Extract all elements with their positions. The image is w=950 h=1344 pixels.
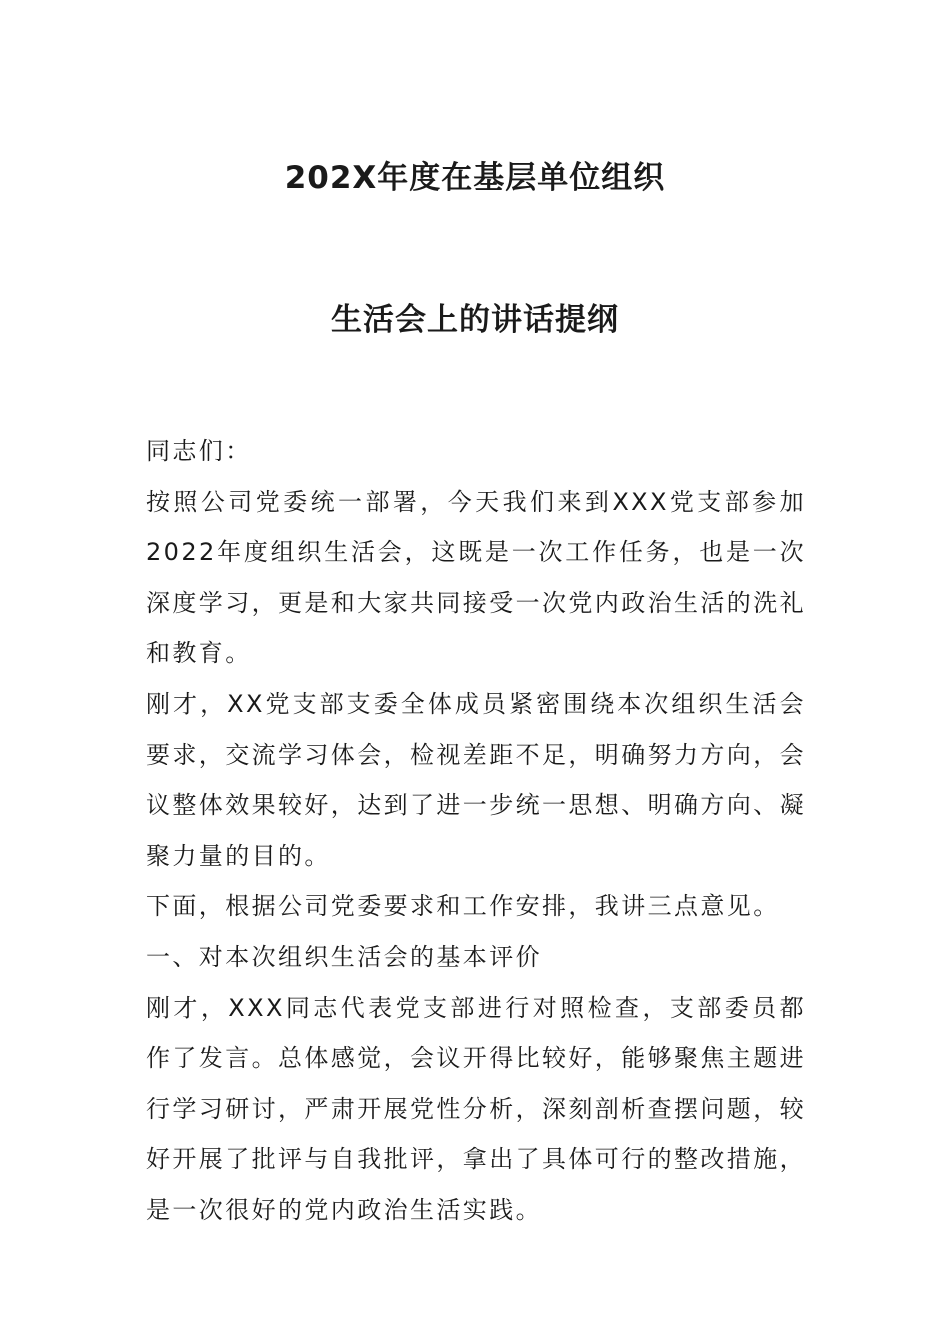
section-heading-1: 一、对本次组织生活会的基本评价 <box>146 942 542 971</box>
document-title-line-1: 202X年度在基层单位组织 <box>284 160 666 196</box>
document-body <box>146 426 806 1236</box>
paragraph-evaluation: 刚才，XXX同志代表党支部进行对照检查，支部委员都作了发言。总体感觉，会议开得比较好，能够聚焦主题进行学习研讨，严肃开展党性分析，深刻剖析查摆问题，较好开展了批评与自我批评，拿出了具体可行的整改措施，是一次很好的党内政治生活实践。 <box>146 993 806 1224</box>
paragraph-transition: 下面，根据公司党委要求和工作安排，我讲三点意见。 <box>146 892 780 921</box>
document-title-line-2: 生活会上的讲话提纲 <box>331 302 619 338</box>
salutation: 同志们： <box>146 437 252 465</box>
paragraph-intro: 按照公司党委统一部署，今天我们来到XXX党支部参加2022年度组织生活会，这既是一次工作任务，也是一次深度学习，更是和大家共同接受一次党内政治生活的洗礼和教育。 <box>146 487 806 668</box>
paragraph-summary: 刚才，XX党支部支委全体成员紧密围绕本次组织生活会要求，交流学习体会，检视差距不足，明确努力方向，会议整体效果较好，达到了进一步统一思想、明确方向、凝聚力量的目的。 <box>146 689 806 870</box>
